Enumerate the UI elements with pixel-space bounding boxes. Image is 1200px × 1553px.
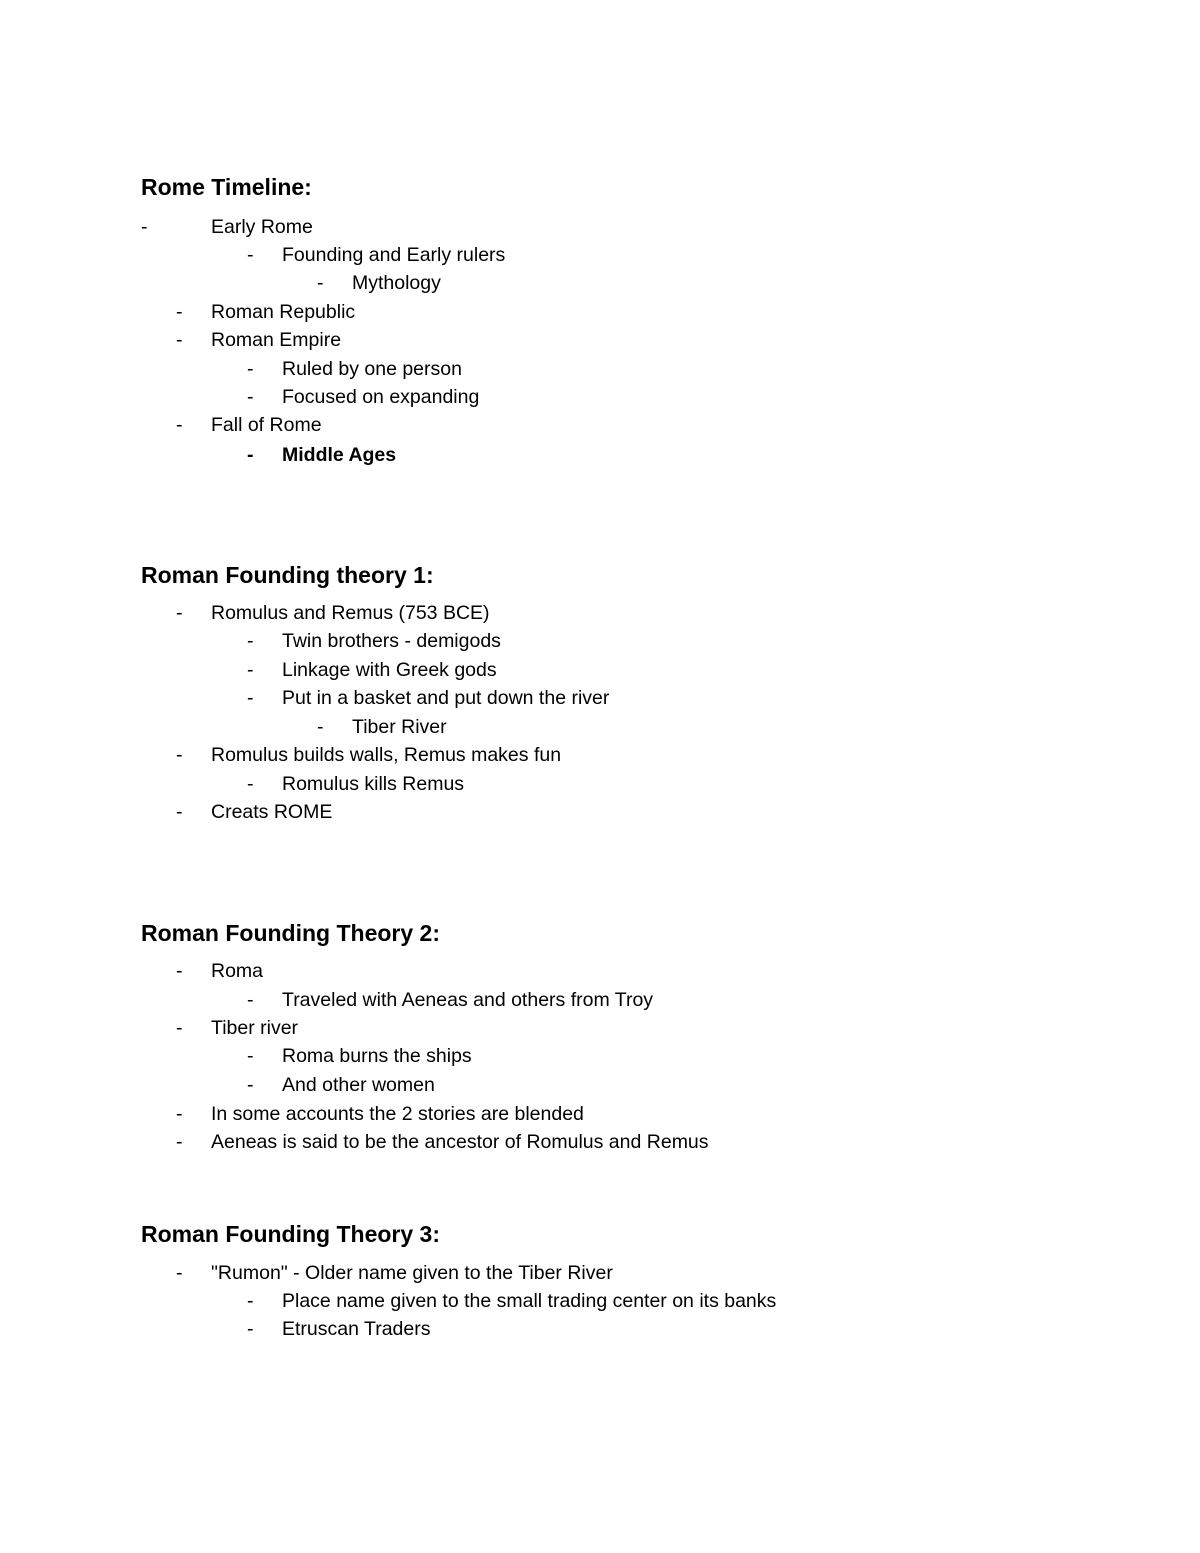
list-item-text: Creats ROME xyxy=(211,801,333,823)
list-item-text: "Rumon" - Older name given to the Tiber River xyxy=(211,1262,613,1284)
list-item-text: Romulus builds walls, Remus makes fun xyxy=(211,744,562,766)
bullet-dash: - xyxy=(176,1017,183,1039)
list-item-text: Middle Ages xyxy=(282,444,397,466)
bullet-dash: - xyxy=(176,329,183,351)
list-item-text: Focused on expanding xyxy=(282,386,480,408)
bullet-dash: - xyxy=(247,989,254,1011)
list-item-text: Twin brothers - demigods xyxy=(282,630,501,652)
list-item-text: Early Rome xyxy=(211,216,313,238)
bullet-dash: - xyxy=(247,444,254,466)
list-item-text: Aeneas is said to be the ancestor of Romulus and Remus xyxy=(211,1131,709,1153)
section-heading: Roman Founding theory 1: xyxy=(141,562,434,588)
bullet-dash: - xyxy=(247,630,254,652)
list-item-text: Romulus and Remus (753 BCE) xyxy=(211,602,490,624)
list-item-text: Romulus kills Remus xyxy=(282,773,465,795)
bullet-dash: - xyxy=(247,1318,254,1340)
bullet-dash: - xyxy=(176,801,183,823)
list-item-text: Roman Empire xyxy=(211,329,342,351)
section-heading: Rome Timeline: xyxy=(141,174,312,200)
bullet-dash: - xyxy=(176,1262,183,1284)
bullet-dash: - xyxy=(247,244,254,266)
list-item-text: Roma burns the ships xyxy=(282,1045,472,1067)
list-item-text: Linkage with Greek gods xyxy=(282,659,497,681)
bullet-dash: - xyxy=(247,687,254,709)
list-item-text: Mythology xyxy=(352,272,441,294)
bullet-dash: - xyxy=(176,1103,183,1125)
bullet-dash: - xyxy=(247,659,254,681)
bullet-dash: - xyxy=(247,386,254,408)
bullet-dash: - xyxy=(247,1074,254,1096)
bullet-dash: - xyxy=(317,272,324,294)
list-item-text: Ruled by one person xyxy=(282,358,462,380)
list-item-text: Tiber River xyxy=(352,716,447,738)
bullet-dash: - xyxy=(176,960,183,982)
list-item-text: Put in a basket and put down the river xyxy=(282,687,610,709)
bullet-dash: - xyxy=(247,1045,254,1067)
list-item-text: In some accounts the 2 stories are blended xyxy=(211,1103,584,1125)
list-item-text: Place name given to the small trading center on its banks xyxy=(282,1290,777,1312)
list-item-text: Etruscan Traders xyxy=(282,1318,431,1340)
bullet-dash: - xyxy=(176,301,183,323)
section-heading: Roman Founding Theory 2: xyxy=(141,920,440,946)
list-item-text: Tiber river xyxy=(211,1017,299,1039)
bullet-dash: - xyxy=(176,1131,183,1153)
list-item-text: Roma xyxy=(211,960,264,982)
bullet-dash: - xyxy=(247,773,254,795)
list-item-text: Founding and Early rulers xyxy=(282,244,506,266)
list-item-text: Traveled with Aeneas and others from Troy xyxy=(282,989,654,1011)
bullet-dash: - xyxy=(141,216,148,238)
list-item-text: And other women xyxy=(282,1074,435,1096)
bullet-dash: - xyxy=(176,744,183,766)
bullet-dash: - xyxy=(317,716,324,738)
list-item-text: Fall of Rome xyxy=(211,414,322,436)
section-heading: Roman Founding Theory 3: xyxy=(141,1221,440,1247)
bullet-dash: - xyxy=(247,358,254,380)
bullet-dash: - xyxy=(247,1290,254,1312)
list-item-text: Roman Republic xyxy=(211,301,356,323)
bullet-dash: - xyxy=(176,602,183,624)
bullet-dash: - xyxy=(176,414,183,436)
